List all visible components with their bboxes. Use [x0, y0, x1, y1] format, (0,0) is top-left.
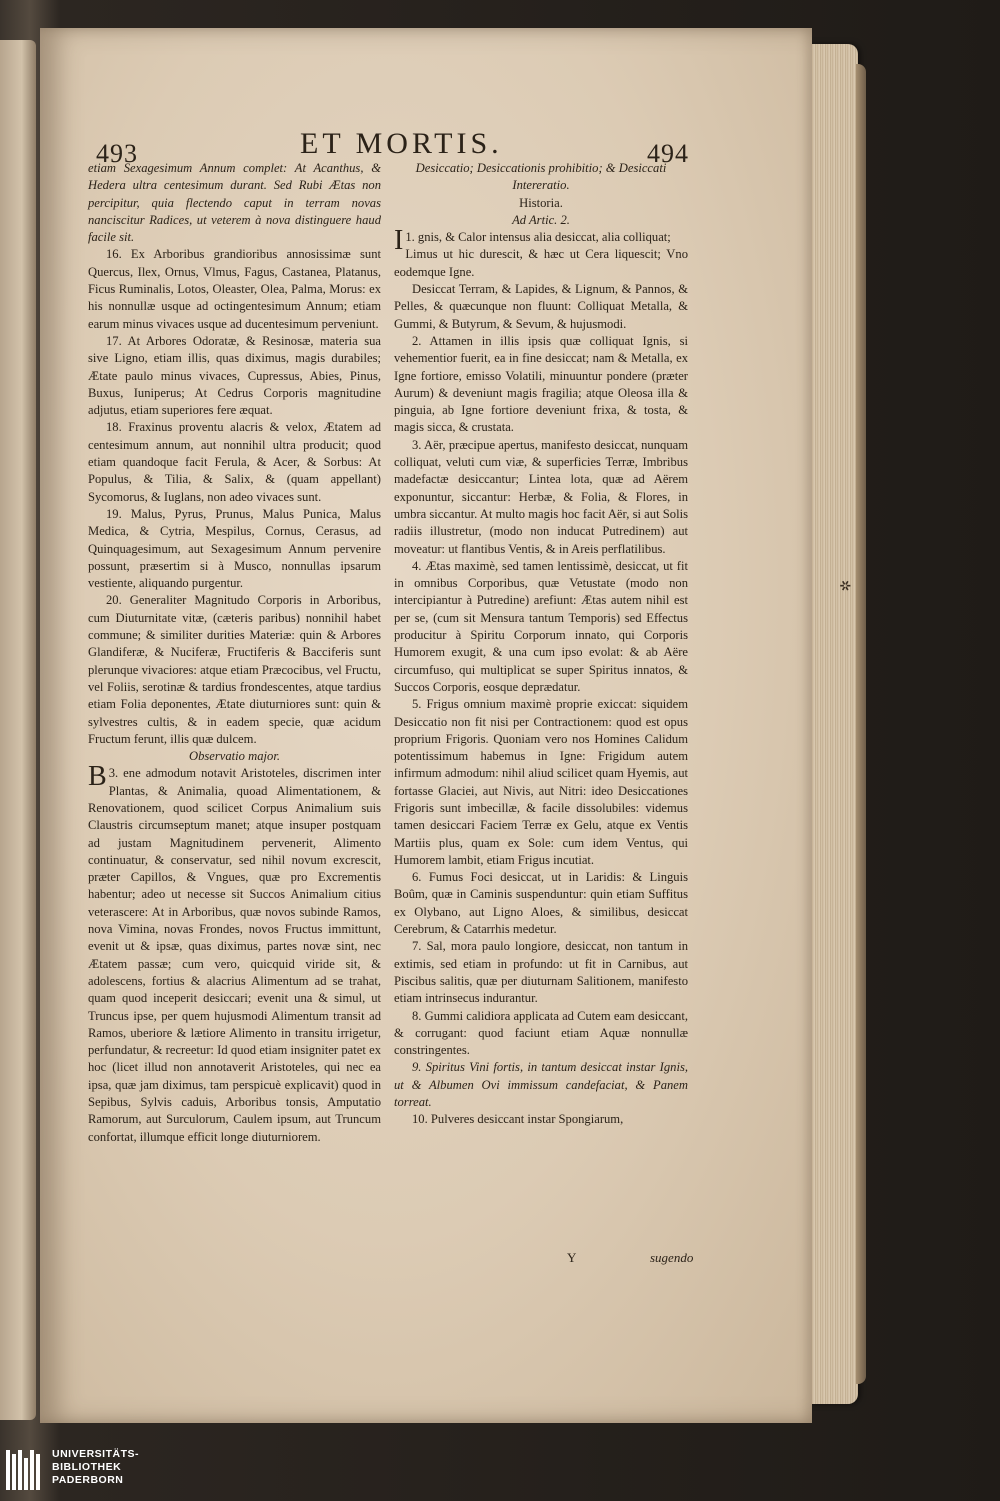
paragraph: 7. Sal, mora paulo longiore, desiccat, non tantum in extimis, sed etiam in profundo: ut fit in Carnibus, aut Piscibus salitis, quæ per diuturnam Salitionem, manifesto etiam intrinsecus indurantur. [394, 939, 688, 1006]
library-name [52, 1448, 139, 1487]
drop-cap: B [88, 761, 107, 793]
paragraph: etiam Sexagesimum Annum complet: At Acanthus, & Hedera ultra centesimum durant. Sed Rubi Ætas non percipitur, quia flectendo caput in terram novas nanciscitur Radices, ut veterem à nova distinguere haud facile sit. [88, 161, 381, 245]
paragraph-text: 3. ene admodum notavit Aristoteles, discrimen inter Plantas, & Animalia, quoad Alimentationem, & Renovationem, quod scilicet Corpus Animalium suis Claustris circumseptum manet; atque insuper postquam ad justam Magnitudinem pervenerit, Alimento continuatur, & conservatur, sed nihil novum excrescit, præter Capillos, & Vngues, quæ pro Excrementis habentur; adeo ut necesse sit Succos Animalium citius veterascere: At in Arboribus, quæ novos subinde Ramos, nova Vimina, novas Frondes, novos Fructus immittunt, evenit ut & ipsæ, quas diximus, partes novæ sint, nec Ætatem passæ; cum vero, quicquid viride sit, & adolescens, fortius & alacrius Alimentum ad se trahat, quam quod inceperit desiccari; evenit una & simul, ut Truncus ipse, per quem hujusmodi Alimentum transit ad Ramos, uberiore & lætiore Alimento in transitu irrigetur, perfundatur, & recreetur: Id quod etiam insigniter patet ex hoc (licet illud non annotaverit Aristoteles, qui nec ea ipsa, quæ jam diximus, tam perspicuè explicavit) quod in Sepibus, Sylvis caduis, Arboribus tonsis, Amputatio Ramorum, aut Surculorum, Caulem ipsum, aut Truncum confortat, illumque efficit longe diuturniorem. [88, 766, 381, 1144]
library-logo-icon [4, 1448, 44, 1492]
signature-mark: Y [567, 1250, 577, 1265]
section-intro: Desiccatio; Desiccationis prohibitio; & Desiccati Intereratio. [415, 161, 667, 193]
paragraph: 4. Ætas maximè, sed tamen lentissimè, desiccat, ut fit in omnibus Corporibus, quæ Vetustate (modo non intercipiantur à Putredine) arefiunt: Ætas autem nihil est per se, (cum sit Mensura tantum Temporis) sed Effectus producitur à Spiritu Corporum innato, qui Corporis Humorem exugit, & una cum ipso evolat: & ab Aëre circumfuso, qui multiplicat se super Spiritus innatos, & Succos Corporis, eosque deprædatur. [394, 558, 688, 694]
section-subheading: Ad Artic. 2. [512, 212, 570, 227]
catchword: sugendo [650, 1250, 694, 1265]
section-heading: Historia. [519, 195, 563, 210]
paragraph-with-initial [394, 225, 688, 257]
paragraph: 10. Pulveres desiccant instar Spongiarum, [412, 1112, 624, 1127]
left-page-edge [0, 40, 36, 1420]
paragraph: 19. Malus, Pyrus, Prunus, Malus Punica, Malus Medica, & Cytria, Mespilus, Cornus, Cerasus, ad Quinquagesimum, aut Sexagesimum Annum pervenire possunt, præsertim si à Musco, nonnullas ipsarum vestiente, aliquando purgentur. [88, 506, 381, 591]
paragraph: Limus ut hic durescit, & hæc ut Cera liquescit; Vno eodemque Igne. [394, 247, 688, 279]
left-column [88, 160, 381, 1146]
library-name-line1: UNIVERSITÄTS- [52, 1448, 140, 1460]
paragraph: 6. Fumus Foci desiccat, ut in Laridis: & Linguis Boûm, quæ in Caminis suspenduntur: quin etiam Suffitus ex Olybano, aut Ligno Aloes, & similibus, desiccat Cerebrum, & Catarrhis medetur. [394, 870, 688, 937]
section-heading: Observatio major. [189, 749, 280, 764]
paragraph: 5. Frigus omnium maximè proprie exiccat: siquidem Desiccatio non fit nisi per Contractionem: quod est opus proprium Frigoris. Quoniam vero nos Homines Calidum potentissimum habemus in Igne: Frigidum autem infirmum admodum: nihil aliud scilicet quam Hyemis, aut fortasse Glaciei, aut Nivis, aut Nitri: ideo Desiccationes Frigoris sunt imbecillæ, & facile dissolubiles: videmus tamen desiccari Faciem Terræ ex Gelu, atque ex Ventis Martiis plus, quam ex Sole: cum idem Ventus, qui Humorem lambit, etiam Frigus incutiat. [394, 697, 688, 867]
library-name-line3: PADERBORN [52, 1474, 124, 1486]
paragraph: 8. Gummi calidiora applicata ad Cutem eam desiccant, & corrugant: quod faciunt etiam Aquæ nonnullæ constringentes. [394, 1008, 688, 1058]
paragraph: 20. Generaliter Magnitudo Corporis in Arboribus, cum Diuturnitate vitæ, (cæteris paribus) nonnihil habet commune; & similiter durities Materiæ: quin & Arbores Glandiferæ, & Nuciferæ, Fructiferis & Bacciferis sunt plerunque vivaciores: atque etiam Præcocibus, vel Fructu, vel Foliis, serotinæ & tardius frondescentes, atque tardius etiam Folia deponentes, Ætate diuturniores sunt: quin & sylvestres cultis, & in eadem specie, quæ acidum Fructum ferunt, illis quæ dulcem. [88, 593, 381, 746]
paragraph: Desiccat Terram, & Lapides, & Lignum, & Pannos, & Pelles, & quæcunque non fluunt: Colliquat Metalla, & Gummi, & Butyrum, & Sevum, & hujusmodi. [394, 282, 688, 331]
right-column [394, 160, 688, 1129]
paragraph: 9. Spiritus Vini fortis, in tantum desiccat instar Ignis, ut & Albumen Ovi immissum candefaciat, & Panem torreat. [394, 1060, 688, 1110]
running-head: ET MORTIS. [300, 127, 503, 160]
paragraph: 2. Attamen in illis ipsis quæ colliquat Ignis, si vehementior fuerit, ea in fine desiccat; nam & Metalla, ex Igne fortiore, emisso Volatili, minuuntur pondere (præter Aurum) & deveniunt magis fragilia; atque Oleosa illa & pinguia, ab Igne fortiore deveniunt frixa, & tosta, & magis sicca, & crustata. [394, 333, 688, 435]
paragraph: 17. At Arbores Odoratæ, & Resinosæ, materia sua sive Ligno, etiam illis, quas diximus, magis durabiles; Ætate paulo minus vivaces, Cupressus, Abies, Pinus, Buxus, Iuniperus; At Cedrus Corporis magnitudine adjutus, etiam superiores fere æquat. [88, 333, 381, 418]
library-logo [4, 1448, 139, 1492]
page-stack-edges [806, 44, 858, 1404]
paragraph: 18. Fraxinus proventu alacris & velox, Ætatem ad centesimum annum, aut nonnihil ultra producit; quod etiam quandoque facit Ferula, & Acer, & Sorbus: At Populus, & Tilia, & Salix, & (quam appellant) Sycomorus, & Iuglans, non adeo vivaces sunt. [88, 420, 381, 504]
library-name-line2: BIBLIOTHEK [52, 1461, 122, 1473]
paragraph-with-initial [88, 761, 381, 1146]
paragraph: 3. Aër, præcipue apertus, manifesto desiccat, nunquam colliquat, veluti cum viæ, & superficies Terræ, Imbribus madefactæ desiccantur; Lintea lota, quæ ad Aërem exponuntur, siccantur: Herbæ, & Folia, & Flores, in umbra siccantur. At multo magis hoc facit Aër, si aut Solis radiis illustretur, (modo non inducat Putredinem) aut moveatur: ut flantibus Ventis, & in Areis perflatilibus. [394, 437, 688, 556]
page-number-right: 494 [647, 139, 689, 168]
ink-mark: ✲ [837, 577, 855, 597]
paragraph-text: 1. gnis, & Calor intensus alia desiccat, alia colliquat; [405, 230, 671, 245]
drop-cap: I [394, 225, 404, 257]
paragraph: 16. Ex Arboribus grandioribus annosissimæ sunt Quercus, Ilex, Ornus, Vlmus, Fagus, Castanea, Platanus, Ficus Ruminalis, Lotos, Oleaster, Olea, Palma, Morus: ex his nonnullæ usque ad octingentesimum Annum; etiam earum minus vivaces usque ad ducentesimum perveniunt. [88, 247, 381, 331]
page-number-left: 493 [96, 139, 138, 168]
